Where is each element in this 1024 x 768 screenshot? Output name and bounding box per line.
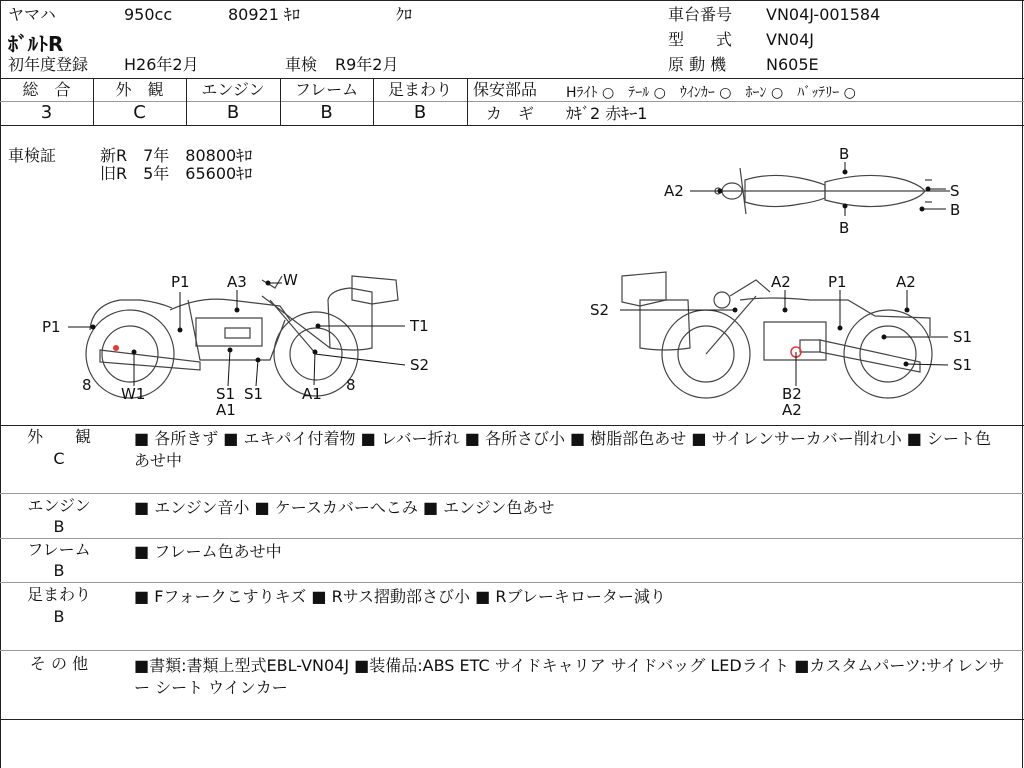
remark-text: ■書類:書類上型式EBL-VN04J ■装備品:ABS ETC サイドキャリア サイドバッグ LEDライト ■カスタムパーツ:サイレンサー シート ウインカー <box>134 656 1005 697</box>
label-left-w1: W1 <box>121 385 146 403</box>
maker: ヤマハ <box>8 5 56 24</box>
label-top-s: S <box>950 182 960 200</box>
remarks-line <box>0 538 1024 539</box>
label-right-s1-b: S1 <box>953 356 973 374</box>
label-right-s1-a: S1 <box>953 328 973 346</box>
remarks-line <box>0 493 1024 494</box>
mileage: 80921 ｷﾛ <box>228 5 300 24</box>
frame-top <box>0 0 1024 1</box>
label-left-s1-b: S1 <box>244 385 264 403</box>
label-right-a2-rear: A2 <box>896 273 916 291</box>
label-top-b-right: B <box>950 201 961 219</box>
remark-label: フレーム <box>27 540 91 559</box>
keys-value: ｶｷﾞ2 赤ｷｰ1 <box>566 104 648 123</box>
label-right-a2-low: A2 <box>782 401 802 419</box>
motorcycle-top-view <box>715 168 950 214</box>
label-left-p1-tank: P1 <box>171 273 190 291</box>
remarks-top-line <box>0 425 1024 426</box>
remark-label: 外 観 <box>26 427 91 446</box>
remark-label: エンジン <box>27 496 91 515</box>
keys-label: カ ギ <box>486 104 535 123</box>
grade-value: B <box>226 102 240 123</box>
grades-top-line <box>0 78 1024 79</box>
label-left-t1: T1 <box>410 317 429 335</box>
grade-label: フレーム <box>294 80 359 99</box>
damage-marker-red <box>113 345 119 351</box>
remark-label: 足まわり <box>26 585 91 604</box>
inspection-cert-old: 旧R 5年 65600ｷﾛ <box>100 164 253 183</box>
label-left-p1-rear: P1 <box>42 318 61 336</box>
model-name: ﾎﾞﾙﾄR <box>8 32 64 56</box>
label-left-8-rear: 8 <box>82 376 92 394</box>
frame-no: VN04J-001584 <box>766 5 881 24</box>
remarks-line <box>0 650 1024 651</box>
label-top-a2: A2 <box>664 182 684 200</box>
remark-grade: B <box>53 561 65 580</box>
label-right-s2: S2 <box>590 301 610 319</box>
remark-grade: B <box>53 517 65 536</box>
inspection-label: 車検 <box>285 55 318 74</box>
type-value: VN04J <box>766 30 814 49</box>
engine-value: N605E <box>766 55 819 74</box>
grade-value: B <box>413 102 427 123</box>
label-left-s2: S2 <box>410 356 430 374</box>
safety-label: 保安部品 <box>473 80 538 99</box>
label-left-8-front: 8 <box>346 376 356 394</box>
grade-label: 外 観 <box>115 80 164 99</box>
displacement: 950cc <box>124 5 173 24</box>
color: ｸﾛ <box>396 5 413 24</box>
inspection-cert-new: 新R 7年 80800ｷﾛ <box>100 146 253 165</box>
remarks-bottom-line <box>0 719 1024 720</box>
label-right-p1: P1 <box>828 273 847 291</box>
grade-value: 3 <box>40 102 53 123</box>
label-right-b2: B2 <box>782 385 802 403</box>
inspection-cert-label: 車検証 <box>8 146 57 165</box>
remark-text: ■ エンジン音小 ■ ケースカバーへこみ ■ エンジン色あせ <box>134 498 555 517</box>
grade-divider <box>467 78 468 125</box>
label-left-a1: A1 <box>302 385 322 403</box>
grade-label: 総 合 <box>22 80 71 99</box>
label-top-b: B <box>839 145 850 163</box>
engine-label: 原 動 機 <box>668 55 727 74</box>
type-label: 型 式 <box>668 30 733 49</box>
remark-text: ■ 各所きず ■ エキパイ付着物 ■ レバー折れ ■ 各所さび小 ■ 樹脂部色あせ ■ サイレンサーカバー削れ小 ■ シート色あせ中 <box>134 429 991 470</box>
remark-label: そ の 他 <box>29 654 89 673</box>
grade-label: 足まわり <box>387 80 452 99</box>
label-left-a1-low: A1 <box>216 401 236 419</box>
remark-grade: B <box>53 607 65 626</box>
grade-value: B <box>320 102 333 123</box>
remarks-line <box>0 582 1024 583</box>
label-left-a3: A3 <box>227 273 247 291</box>
first-registration-label: 初年度登録 <box>8 55 89 74</box>
inspection-date: R9年2月 <box>335 55 399 74</box>
remark-text: ■ Fフォークこすりキズ ■ Rサス摺動部さび小 ■ Rブレーキローター減り <box>134 587 666 606</box>
frame-no-label: 車台番号 <box>668 5 733 24</box>
first-registration: H26年2月 <box>124 55 199 74</box>
grade-label: エンジン <box>201 80 265 99</box>
label-left-s1: S1 <box>216 385 236 403</box>
label-right-a2-front: A2 <box>771 273 791 291</box>
label-left-w: W <box>283 271 298 289</box>
damage-diagram <box>0 126 1024 424</box>
safety-items: Hﾗｲﾄ ○ ﾃｰﾙ ○ ｳｲﾝｶｰ ○ ﾎｰﾝ ○ ﾊﾞｯﾃﾘｰ ○ <box>566 85 856 101</box>
label-top-b-bottom: B <box>839 219 850 237</box>
grade-value: C <box>133 102 146 123</box>
remark-text: ■ フレーム色あせ中 <box>134 542 282 561</box>
remark-grade: C <box>53 449 65 468</box>
